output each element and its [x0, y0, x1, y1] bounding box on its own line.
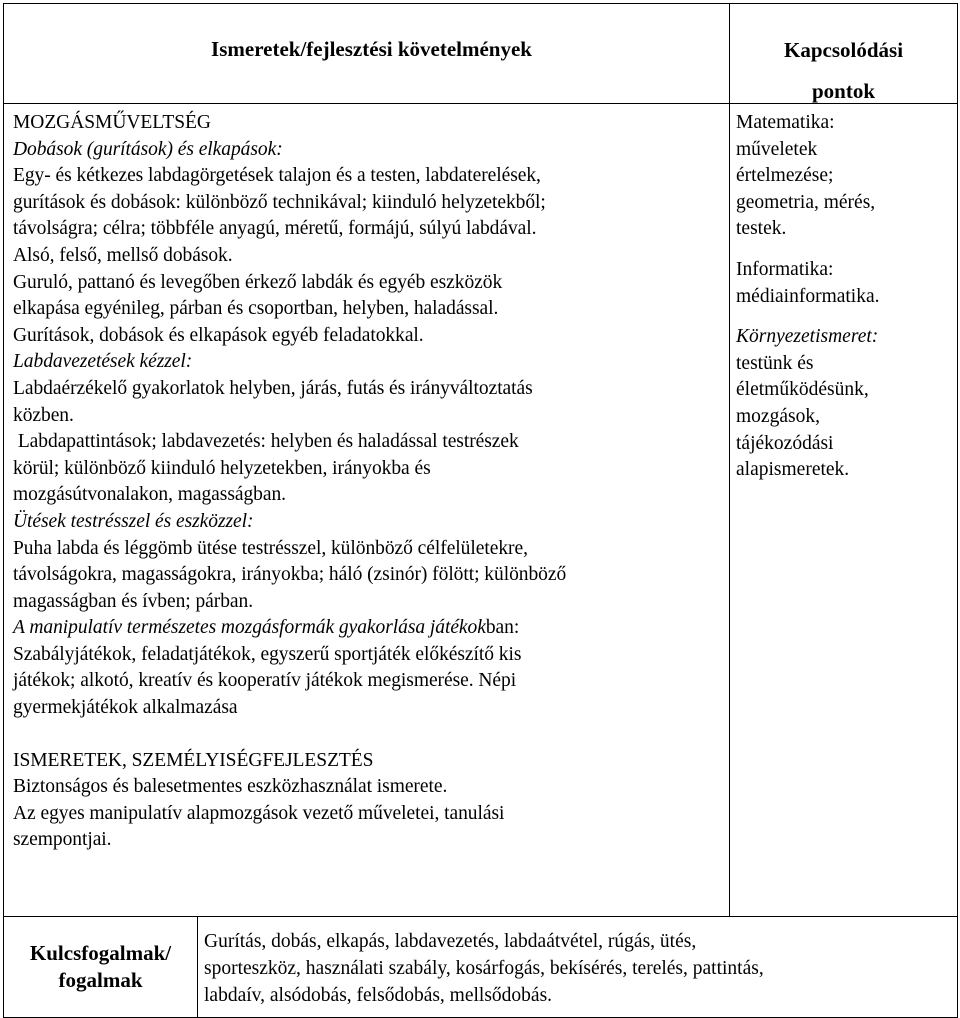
text-line: Puha labda és léggömb ütése testrésszel, különböző célfelületekre,: [13, 537, 528, 559]
text-line: Egy- és kétkezes labdagörgetések talajon és a testen, labdaterelések,: [13, 165, 541, 187]
connection-gap: [736, 243, 953, 257]
connection-subject-environment: Környezetismeret:: [736, 326, 879, 348]
connection-text: testünk és: [736, 352, 814, 374]
connection-text: tájékozódási: [736, 432, 834, 454]
keywords-line: sporteszköz, használati szabály, kosárfogás, bekísérés, terelés, pattintás,: [204, 958, 764, 979]
subheading-throws: Dobások (gurítások) és elkapások:: [13, 138, 283, 160]
connection-gap: [736, 310, 953, 324]
section-heading: MOZGÁSMŰVELTSÉG: [13, 112, 211, 133]
connection-text: médiainformatika.: [736, 285, 880, 307]
text-line: mozgásútvonalakon, magasságban.: [13, 484, 287, 506]
header-connections-title: [730, 4, 957, 103]
keywords-row: [4, 917, 958, 1018]
text-line: Labdapattintások; labdavezetés: helyben és haladással testrészek: [13, 431, 519, 453]
connection-text: mozgások,: [736, 405, 820, 427]
text-line: Az egyes manipulatív alapmozgások vezető műveletei, tanulási: [13, 802, 505, 824]
header-connections-line1: Kapcsolódási: [784, 38, 904, 62]
connection-text: testek.: [736, 218, 787, 240]
keywords-line: Gurítás, dobás, elkapás, labdavezetés, labdaátvétel, rúgás, ütés,: [204, 931, 697, 952]
header-row: [4, 4, 958, 104]
content-row: [4, 104, 958, 917]
subheading-games: [13, 615, 724, 642]
connection-text: értelmezése;: [736, 165, 834, 187]
text-line: szempontjai.: [13, 829, 112, 851]
text-line: játékok; alkotó, kreatív és kooperatív játékok megismerése. Népi: [13, 670, 517, 692]
text-line: közben.: [13, 404, 74, 426]
paragraph-gap: [13, 722, 724, 748]
curriculum-page: [3, 3, 957, 1018]
keywords-label-line2: fogalmak: [58, 968, 143, 992]
subheading-strikes: Ütések testrésszel és eszközzel:: [13, 510, 254, 532]
keywords-label-cell: [4, 917, 198, 1018]
keywords-line: labdaív, alsódobás, felsődobás, mellsődobás.: [204, 985, 553, 1006]
curriculum-table: [3, 3, 958, 1018]
subheading-games-suffix: ban:: [485, 617, 520, 639]
text-line: körül; különböző kiinduló helyzetekben, irányokba és: [13, 457, 431, 479]
text-line: elkapása egyénileg, párban és csoportban, helyben, haladással.: [13, 298, 499, 320]
connection-text: műveletek: [736, 138, 818, 160]
text-line: Alsó, felső, mellső dobások.: [13, 244, 233, 266]
text-line: távolságokra, magasságokra, irányokba; háló (zsinór) fölött; különböző: [13, 564, 567, 586]
subheading-games-italic: A manipulatív természetes mozgásformák gyakorlása játékok: [13, 617, 486, 639]
header-requirements-title: Ismeretek/fejlesztési követelmények: [211, 37, 532, 61]
section-heading-knowledge: ISMERETEK, SZEMÉLYISÉGFEJLESZTÉS: [13, 749, 374, 771]
text-line: gyermekjátékok alkalmazása: [13, 697, 238, 719]
text-line: Labdaérzékelő gyakorlatok helyben, járás, futás és irányváltoztatás: [13, 377, 533, 399]
keywords-label-line1: Kulcsfogalmak/: [29, 941, 172, 965]
header-connections-line2: pontok: [812, 79, 876, 103]
connections-cell: [730, 104, 958, 917]
connection-text: geometria, mérés,: [736, 191, 876, 213]
keywords-text-cell: [198, 917, 958, 1018]
text-line: távolságra; célra; többféle anyagú, méretű, formájú, súlyú labdával.: [13, 218, 537, 240]
text-line: Guruló, pattanó és levegőben érkező labdák és egyéb eszközök: [13, 271, 503, 293]
connection-text: alapismeretek.: [736, 459, 850, 481]
text-line: gurítások és dobások: különböző technikával; kiinduló helyzetekből;: [13, 191, 546, 213]
connection-subject-math: Matematika:: [736, 112, 835, 133]
header-connections-cell: [730, 4, 958, 104]
header-requirements-cell: [4, 4, 730, 104]
text-line: magasságban és ívben; párban.: [13, 590, 254, 612]
requirements-cell: [4, 104, 730, 917]
text-line: Biztonságos és balesetmentes eszközhasználat ismerete.: [13, 776, 448, 798]
connection-subject-informatics: Informatika:: [736, 258, 834, 280]
text-line: Szabályjátékok, feladatjátékok, egyszerű sportjáték előkészítő kis: [13, 643, 522, 665]
connection-text: életműködésünk,: [736, 379, 869, 401]
text-line: Gurítások, dobások és elkapások egyéb feladatokkal.: [13, 324, 424, 346]
subheading-dribbling: Labdavezetések kézzel:: [13, 351, 193, 373]
